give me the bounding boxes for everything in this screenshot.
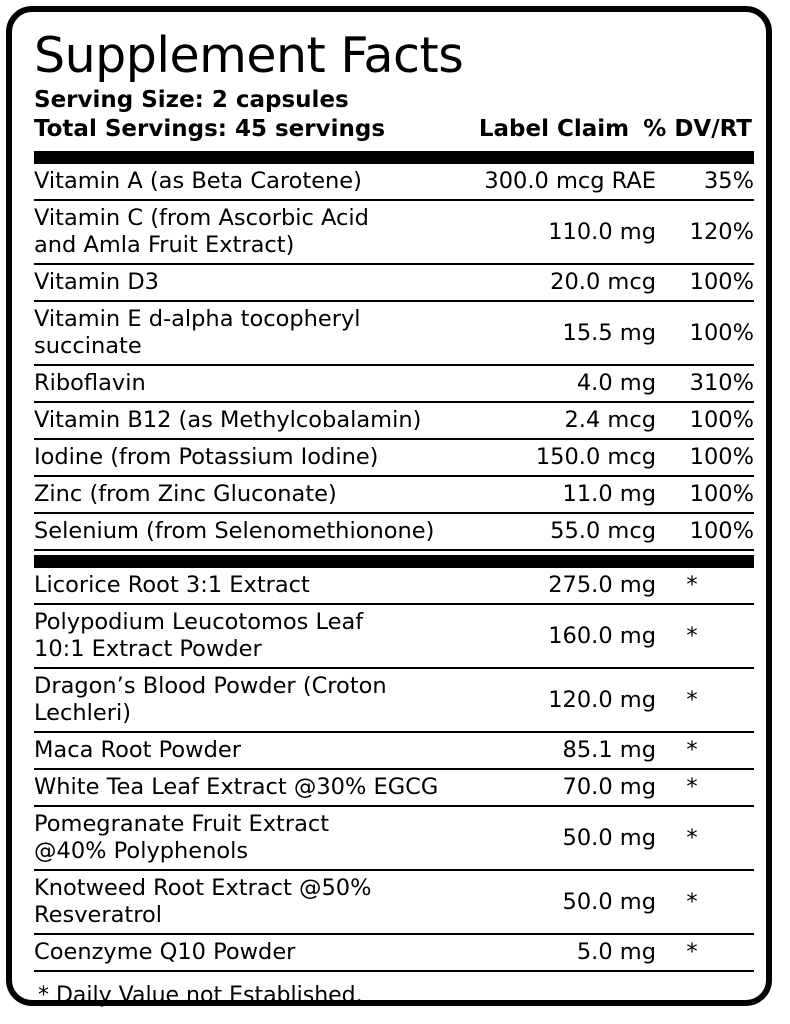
ingredient-amount: 50.0 mg [466, 806, 656, 870]
serving-header [34, 86, 754, 148]
ingredient-amount: 5.0 mg [466, 934, 656, 971]
ingredient-amount: 120.0 mg [466, 668, 656, 732]
ingredient-name: White Tea Leaf Extract @30% EGCG [34, 769, 466, 806]
table-row [34, 806, 754, 870]
ingredient-name: Maca Root Powder [34, 732, 466, 769]
ingredient-name: Zinc (from Zinc Gluconate) [34, 476, 466, 513]
vitamins-table [34, 164, 754, 551]
ingredient-daily-value: 120% [656, 200, 754, 264]
botanicals-table [34, 568, 754, 972]
serving-size: Serving Size: 2 capsules [34, 87, 349, 113]
ingredient-amount: 275.0 mg [466, 568, 656, 604]
ingredient-name: Iodine (from Potassium Iodine) [34, 439, 466, 476]
supplement-facts-panel [6, 6, 772, 1006]
ingredient-daily-value: * [656, 806, 754, 870]
ingredient-daily-value: 100% [656, 402, 754, 439]
page-title: Supplement Facts [34, 27, 464, 84]
ingredient-name: Vitamin E d-alpha tocopheryl succinate [34, 301, 466, 365]
column-header-dv: % DV/RT [643, 116, 752, 142]
ingredient-name: Knotweed Root Extract @50% Resveratrol [34, 870, 466, 934]
table-row [34, 164, 754, 200]
ingredient-name: Licorice Root 3:1 Extract [34, 568, 466, 604]
ingredient-daily-value: * [656, 568, 754, 604]
ingredient-amount: 85.1 mg [466, 732, 656, 769]
ingredient-amount: 300.0 mcg RAE [466, 164, 656, 200]
ingredient-daily-value: 100% [656, 264, 754, 301]
ingredient-name: Pomegranate Fruit Extract @40% Polyphenols [34, 806, 466, 870]
table-row [34, 568, 754, 604]
ingredient-amount: 15.5 mg [466, 301, 656, 365]
ingredient-amount: 4.0 mg [466, 365, 656, 402]
table-row [34, 476, 754, 513]
ingredient-name: Vitamin D3 [34, 264, 466, 301]
table-row [34, 732, 754, 769]
ingredient-name: Vitamin C (from Ascorbic Acid and Amla Fruit Extract) [34, 200, 466, 264]
ingredient-amount: 160.0 mg [466, 604, 656, 668]
ingredient-amount: 70.0 mg [466, 769, 656, 806]
ingredient-daily-value: 100% [656, 476, 754, 513]
ingredient-daily-value: * [656, 732, 754, 769]
table-row [34, 769, 754, 806]
ingredient-name: Coenzyme Q10 Powder [34, 934, 466, 971]
table-row [34, 264, 754, 301]
ingredient-daily-value: 100% [656, 513, 754, 550]
ingredient-name: Selenium (from Selenomethionone) [34, 513, 466, 550]
supplement-facts-inner [34, 22, 754, 1008]
table-row [34, 668, 754, 732]
ingredient-daily-value: 35% [656, 164, 754, 200]
table-row [34, 439, 754, 476]
ingredient-amount: 150.0 mcg [466, 439, 656, 476]
ingredient-amount: 110.0 mg [466, 200, 656, 264]
serving-info [34, 86, 385, 144]
footnote: * Daily Value not Established. [38, 983, 363, 1008]
ingredient-daily-value: 310% [656, 365, 754, 402]
ingredient-name: Vitamin B12 (as Methylcobalamin) [34, 402, 466, 439]
ingredient-amount: 20.0 mcg [466, 264, 656, 301]
table-row [34, 513, 754, 550]
ingredient-daily-value: * [656, 934, 754, 971]
table-row [34, 604, 754, 668]
total-servings: Total Servings: 45 servings [34, 116, 386, 142]
column-header-label-claim: Label Claim [478, 116, 630, 142]
header-rule-top [34, 151, 754, 164]
ingredient-daily-value: * [656, 870, 754, 934]
table-row [34, 200, 754, 264]
ingredient-daily-value: * [656, 604, 754, 668]
ingredient-daily-value: 100% [656, 439, 754, 476]
ingredient-daily-value: * [656, 668, 754, 732]
table-row [34, 365, 754, 402]
table-row [34, 402, 754, 439]
ingredient-name: Polypodium Leucotomos Leaf 10:1 Extract Powder [34, 604, 466, 668]
ingredient-daily-value: 100% [656, 301, 754, 365]
ingredient-amount: 55.0 mcg [466, 513, 656, 550]
ingredient-amount: 50.0 mg [466, 870, 656, 934]
table-row [34, 301, 754, 365]
section-rule-middle [34, 555, 754, 568]
ingredient-amount: 11.0 mg [466, 476, 656, 513]
ingredient-name: Riboflavin [34, 365, 466, 402]
table-row [34, 870, 754, 934]
ingredient-daily-value: * [656, 769, 754, 806]
table-row [34, 934, 754, 971]
ingredient-amount: 2.4 mcg [466, 402, 656, 439]
ingredient-name: Vitamin A (as Beta Carotene) [34, 164, 466, 200]
ingredient-name: Dragon’s Blood Powder (Croton Lechleri) [34, 668, 466, 732]
